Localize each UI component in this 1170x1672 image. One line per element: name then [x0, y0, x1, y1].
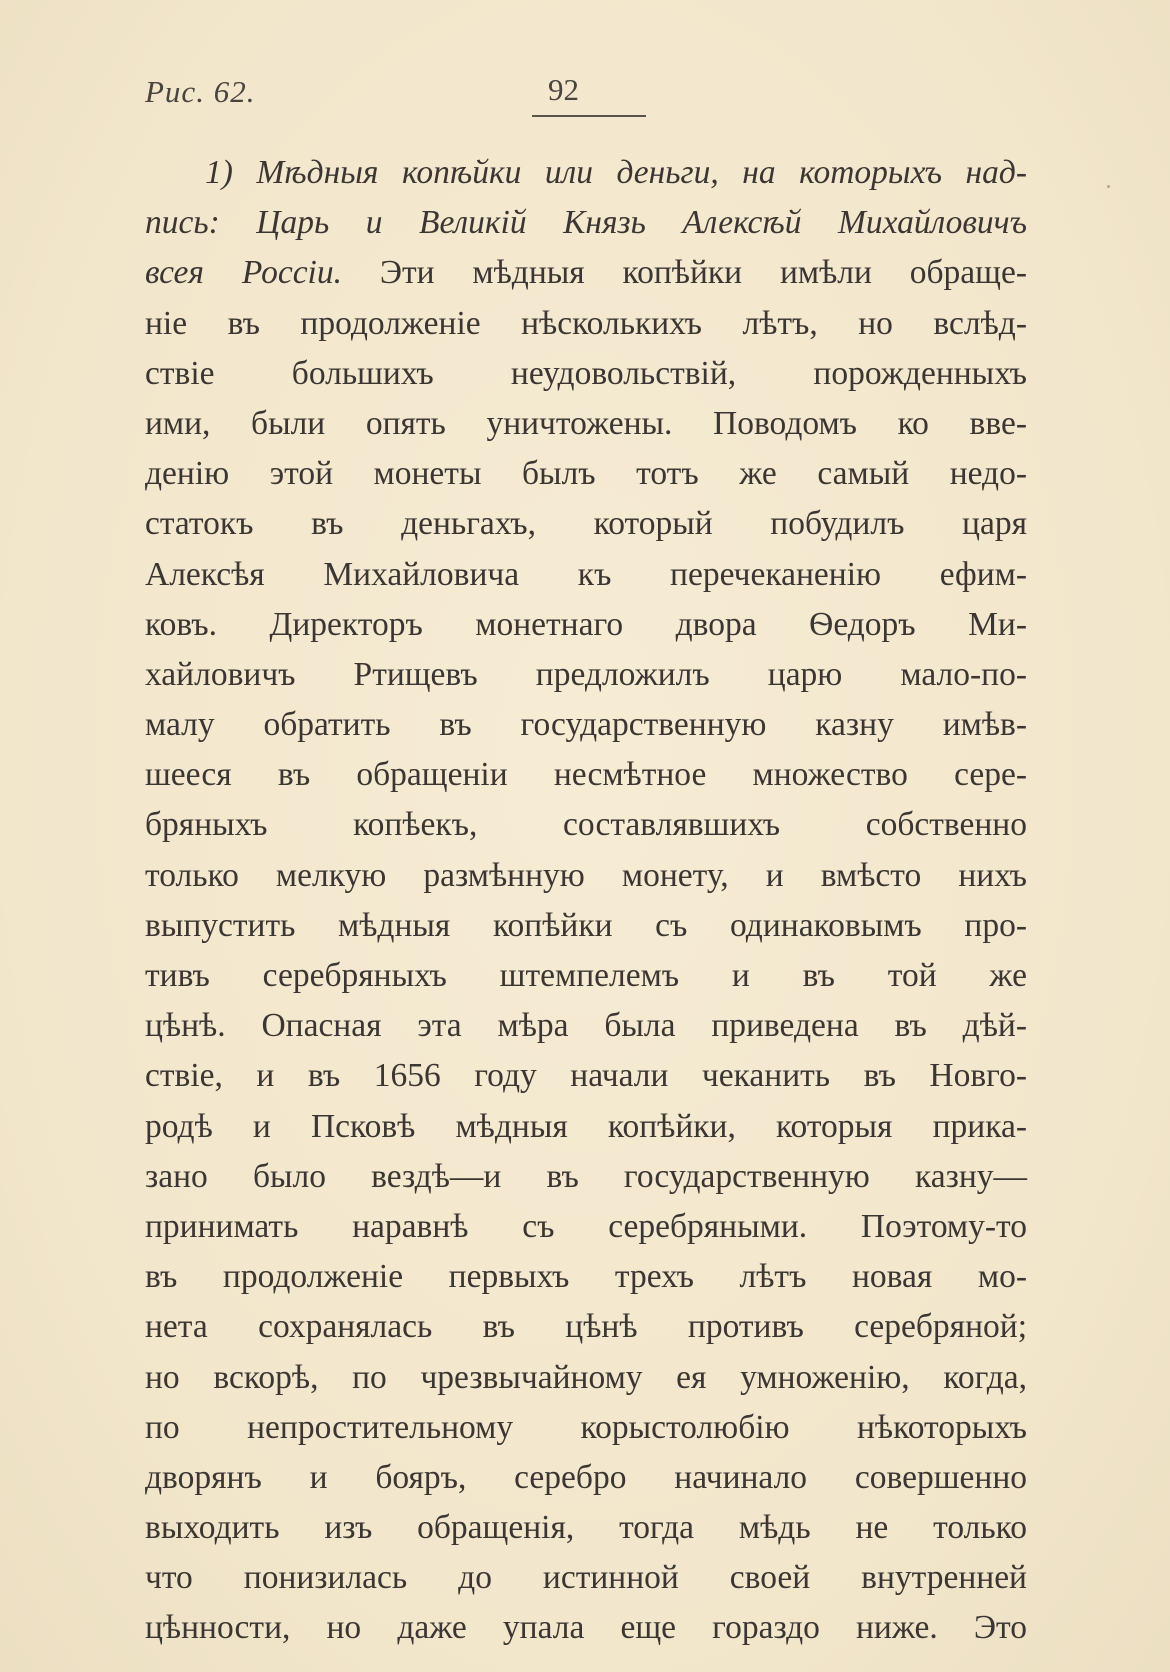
italic-text: всея Россіи. — [145, 254, 342, 292]
text-line — [145, 1102, 1027, 1152]
italic-text: пись: Царь и Великій Князь Алексѣй Михайловичъ — [145, 204, 1027, 242]
text-line — [145, 1152, 1027, 1202]
regular-text: малу обратить въ государственную казну имѣв- — [145, 706, 1027, 744]
regular-text: Эти мѣдныя копѣйки имѣли обраще- — [342, 254, 1027, 292]
paper-speck — [1107, 185, 1110, 188]
regular-text: Алексѣя Михайловича къ перечеканенію ефим- — [145, 555, 1027, 593]
regular-text: хайловичъ Ртищевъ предложилъ царю мало-по- — [145, 655, 1027, 693]
regular-text: статокъ въ деньгахъ, который побудилъ царя — [145, 505, 1027, 543]
figure-label: Рис. 62. — [145, 74, 256, 109]
header-rule — [532, 115, 646, 117]
text-line — [145, 1553, 1027, 1603]
text-line — [145, 800, 1027, 850]
text-line — [145, 499, 1027, 549]
text-line — [145, 399, 1027, 449]
regular-text: родѣ и Псковѣ мѣдныя копѣйки, которыя прика- — [145, 1107, 1027, 1145]
text-line — [145, 1252, 1027, 1302]
text-line — [145, 349, 1027, 399]
text-line — [145, 148, 1027, 198]
text-line — [145, 299, 1027, 349]
page-header — [0, 70, 1170, 120]
regular-text: бряныхъ копѣекъ, составлявшихъ собственно — [145, 806, 1027, 844]
text-line — [145, 1503, 1027, 1553]
regular-text: ніе въ продолженіе нѣсколькихъ лѣтъ, но вслѣд- — [145, 304, 1027, 342]
text-line — [145, 700, 1027, 750]
regular-text: денію этой монеты былъ тотъ же самый недо- — [145, 455, 1027, 493]
regular-text: ковъ. Директоръ монетнаго двора Ѳедоръ Ми- — [145, 605, 1027, 643]
regular-text: что понизилась до истинной своей внутренней — [145, 1559, 1027, 1597]
page-number: 92 — [548, 72, 579, 107]
regular-text: дворянъ и бояръ, серебро начинало совершенно — [145, 1458, 1027, 1496]
text-line — [145, 901, 1027, 951]
regular-text: въ продолженіе первыхъ трехъ лѣтъ новая мо- — [145, 1258, 1027, 1296]
regular-text: цѣнѣ. Опасная эта мѣра была приведена въ дѣй- — [145, 1007, 1027, 1045]
text-line — [145, 951, 1027, 1001]
text-line — [145, 1403, 1027, 1453]
regular-text: шееся въ обращеніи несмѣтное множество сере- — [145, 756, 1027, 794]
regular-text: выходить изъ обращенія, тогда мѣдь не только — [145, 1509, 1027, 1547]
text-line — [145, 1453, 1027, 1503]
regular-text: ими, были опять уничтожены. Поводомъ ко вве- — [145, 404, 1027, 442]
regular-text: цѣнности, но даже упала еще гораздо ниже. Это — [145, 1609, 1027, 1647]
text-line — [145, 1001, 1027, 1051]
regular-text: зано было вездѣ—и въ государственную казну— — [145, 1157, 1027, 1195]
regular-text: только мелкую размѣнную монету, и вмѣсто нихъ — [145, 856, 1027, 894]
text-line — [145, 550, 1027, 600]
regular-text: тивъ серебряныхъ штемпелемъ и въ той же — [145, 957, 1027, 994]
text-line — [145, 1603, 1027, 1653]
regular-text: выпустить мѣдныя копѣйки съ одинаковымъ про- — [145, 906, 1027, 944]
text-line — [145, 600, 1027, 650]
paragraph-text — [145, 148, 1027, 1654]
regular-text: но вскорѣ, по чрезвычайному ея умноженію, когда, — [145, 1358, 1027, 1396]
regular-text: ствіе, и въ 1656 году начали чеканить въ Новго- — [145, 1057, 1027, 1095]
text-line — [145, 650, 1027, 700]
italic-text: 1) Мѣдныя копѣйки или деньги, на которыхъ над- — [205, 154, 1027, 191]
regular-text: ствіе большихъ неудовольствій, порожденныхъ — [145, 354, 1027, 392]
regular-text: нета сохранялась въ цѣнѣ противъ серебряной; — [145, 1308, 1027, 1346]
text-line — [145, 750, 1027, 800]
text-line — [145, 851, 1027, 901]
text-line — [145, 198, 1027, 248]
text-line — [145, 1202, 1027, 1252]
text-line — [145, 449, 1027, 499]
text-line — [145, 1353, 1027, 1403]
regular-text: принимать наравнѣ съ серебряными. Поэтому-то — [145, 1207, 1027, 1245]
text-line — [145, 1302, 1027, 1352]
text-line — [145, 248, 1027, 298]
regular-text: по непростительному корыстолюбію нѣкоторыхъ — [145, 1408, 1027, 1446]
text-line — [145, 1051, 1027, 1101]
